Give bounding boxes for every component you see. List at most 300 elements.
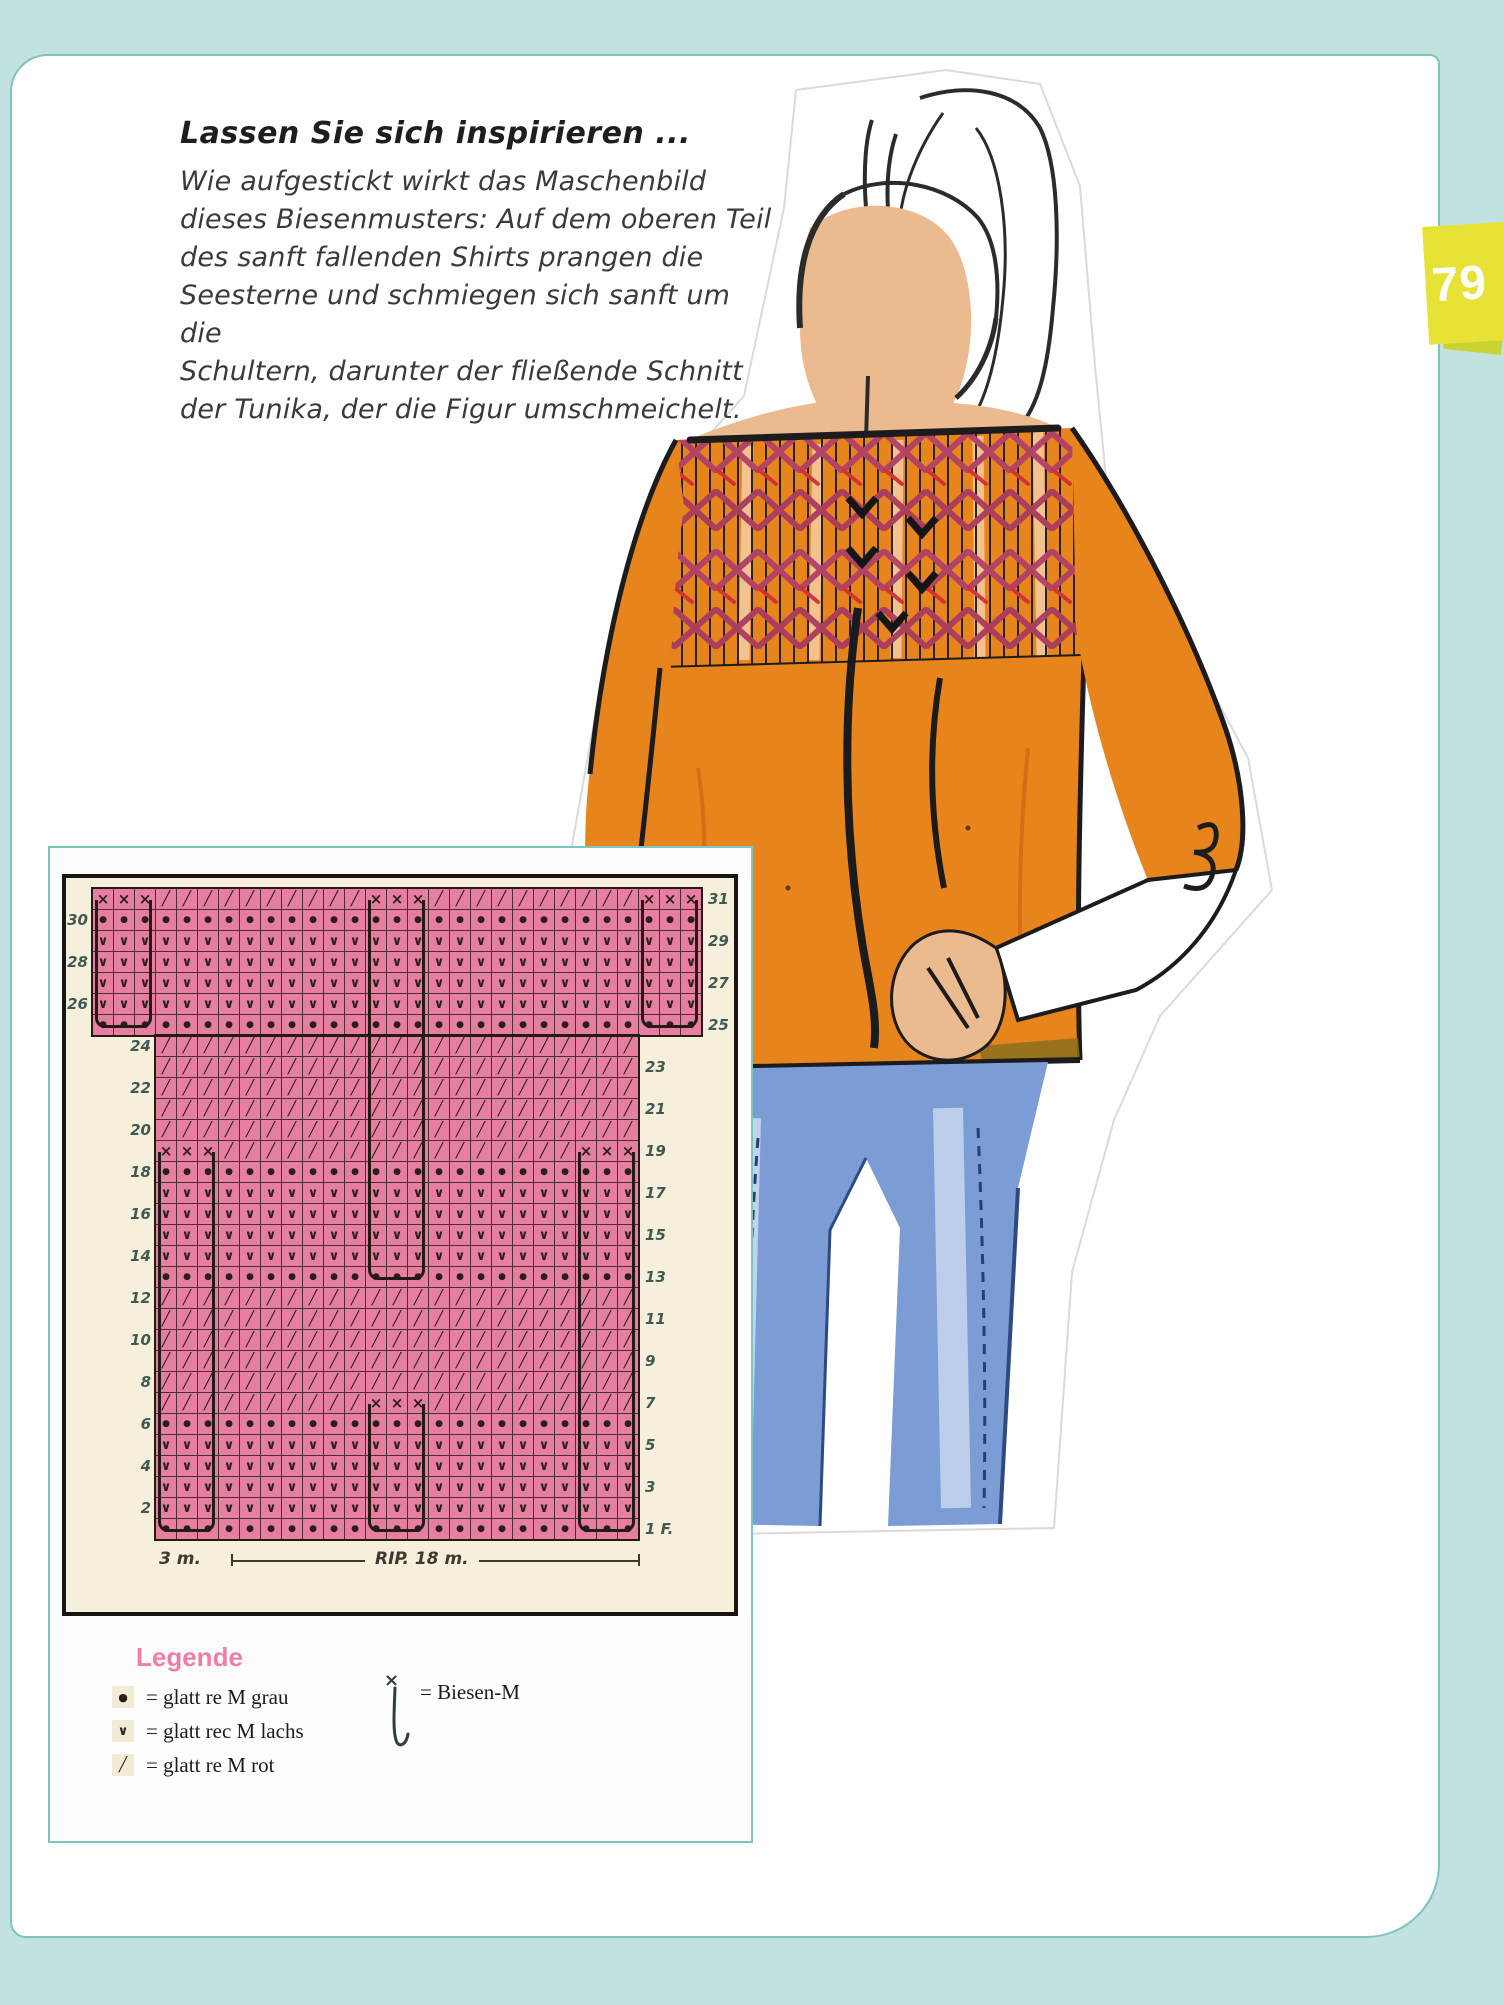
chart-cell: ● [365,1518,387,1540]
chart-cell: ╱ [512,1098,534,1120]
chart-cell: ╱ [155,1077,177,1099]
chart-cell: ● [617,909,639,931]
chart-cell: ∨ [659,951,681,973]
chart-cell: ● [323,1266,345,1288]
chart-cell: ∨ [596,1203,618,1225]
chart-cell: ∨ [407,951,429,973]
chart-cell: ∨ [470,1182,492,1204]
chart-cell: ● [554,1266,576,1288]
chart-cell: ∨ [617,1476,639,1498]
chart-cell: ∨ [596,972,618,994]
chart-cell: ╱ [155,1350,177,1372]
chart-cell: ∨ [491,972,513,994]
chart-cell: ∨ [512,1476,534,1498]
chart-cell: ∨ [365,951,387,973]
chart-cell: ∨ [575,1182,597,1204]
chart-cell: ∨ [239,1182,261,1204]
chart-cell: ╱ [176,1035,198,1057]
chart-cell: ∨ [218,993,240,1015]
chart-cell: ∨ [617,1455,639,1477]
chart-cell: ╱ [491,1119,513,1141]
chart-cell: ∨ [554,993,576,1015]
chart-cell: ╱ [449,1308,471,1330]
chart-cell: ∨ [470,1476,492,1498]
chart-cell: ∨ [470,972,492,994]
chart-cell: ∨ [575,1245,597,1267]
chart-cell: ∨ [302,930,324,952]
chart-cell: ∨ [512,993,534,1015]
chart-cell: ● [554,909,576,931]
chart-cell: ∨ [407,1203,429,1225]
chart-cell: ● [533,1413,555,1435]
chart-cell: ∨ [407,1182,429,1204]
chart-cell: ∨ [365,1434,387,1456]
chart-cell: ╱ [218,1287,240,1309]
chart-cell: ● [281,909,303,931]
row-label-right: 7 [645,1394,656,1412]
chart-cell: ∨ [512,1455,534,1477]
chart-cell: ● [302,1161,324,1183]
chart-cell: ╱ [470,1077,492,1099]
chart-cell: ∨ [617,1497,639,1519]
chart-cell: ● [386,909,408,931]
chart-cell: ╱ [176,1098,198,1120]
chart-cell: ╱ [239,1119,261,1141]
row-label-right: 31 [708,890,729,908]
chart-cell: ╱ [533,1056,555,1078]
row-label-right: 29 [708,932,729,950]
chart-cell: ∨ [344,1245,366,1267]
chart-cell: ╱ [197,1098,219,1120]
chart-cell: ╱ [554,1119,576,1141]
chart-cell: ∨ [302,1224,324,1246]
chart-cell: ╱ [155,1371,177,1393]
chart-cell: ∨ [323,1203,345,1225]
chart-cell: ╱ [533,1329,555,1351]
chart-cell: ╱ [197,1329,219,1351]
chart-cell: ∨ [344,1455,366,1477]
chart-cell: ● [575,1161,597,1183]
chart-cell: ● [239,1161,261,1183]
chart-cell: ╱ [218,1056,240,1078]
chart-cell: ╱ [323,1077,345,1099]
chart-cell: ╱ [281,1140,303,1162]
chart-cell: ╱ [323,1098,345,1120]
chart-cell: ∨ [533,1434,555,1456]
chart-cell: ╱ [512,1035,534,1057]
row-label-left: 28 [67,953,88,971]
row-label-left: 6 [140,1415,151,1433]
chart-cell: ╱ [470,1119,492,1141]
chart-cell: ╱ [365,1287,387,1309]
chart-cell: ╱ [512,1392,534,1414]
chart-cell: ● [323,1518,345,1540]
chart-cell: ╱ [428,1119,450,1141]
chart-cell: × [365,888,387,910]
chart-cell: ╱ [281,1077,303,1099]
intro-text [180,116,780,429]
chart-cell: ∨ [596,1182,618,1204]
chart-cell: ╱ [428,1392,450,1414]
chart-cell: ● [659,909,681,931]
chart-cell: ╱ [344,1350,366,1372]
chart-cell: ● [386,1413,408,1435]
intro-lines [180,163,780,429]
chart-cell: ● [596,1161,618,1183]
chart-cell: × [407,888,429,910]
chart-cell: × [575,1140,597,1162]
chart-cell: ╱ [155,1308,177,1330]
chart-cell: ∨ [218,951,240,973]
chart-cell: ╱ [428,888,450,910]
chart-cell: ╱ [449,1287,471,1309]
chart-cell: ∨ [407,972,429,994]
chart-cell: ∨ [260,1476,282,1498]
chart-cell: ● [302,1014,324,1036]
chart-cell: ╱ [239,1287,261,1309]
chart-cell: ╱ [596,1287,618,1309]
chart-cell: ╱ [365,1119,387,1141]
chart-cell: ● [344,1518,366,1540]
row-label-right: 21 [645,1100,666,1118]
chart-cell: ● [218,1266,240,1288]
chart-cell: ∨ [302,951,324,973]
chart-cell: ╱ [575,888,597,910]
chart-cell: ╱ [323,1371,345,1393]
chart-cell: ∨ [134,993,156,1015]
chart-cell: ╱ [302,1098,324,1120]
chart-cell: ╱ [302,1329,324,1351]
chart-cell: ∨ [659,972,681,994]
chart-cell: ╱ [176,1056,198,1078]
chart-cell: ∨ [449,1497,471,1519]
chart-cell: ╱ [386,1035,408,1057]
chart-cell: ∨ [575,1434,597,1456]
chart-cell: ╱ [449,1119,471,1141]
chart-cell: ∨ [554,930,576,952]
chart-cell: ╱ [176,1077,198,1099]
chart-cell: ∨ [239,1245,261,1267]
chart-cell: ╱ [449,1035,471,1057]
chart-cell: ∨ [113,930,135,952]
chart-cell: ● [596,909,618,931]
stitch-count-repeat: RIP. 18 m. [365,1549,479,1569]
chart-cell: ╱ [365,1329,387,1351]
chart-cell: ∨ [575,1455,597,1477]
chart-cell: ● [470,909,492,931]
chart-cell: ╱ [302,1308,324,1330]
chart-cell: ∨ [617,930,639,952]
chart-cell: ╱ [344,1287,366,1309]
chart-cell: ● [155,1266,177,1288]
chart-cell: ● [260,1161,282,1183]
chart-cell: ● [428,1518,450,1540]
chart-cell: ● [344,1266,366,1288]
chart-cell: ∨ [197,1203,219,1225]
chart-cell: ╱ [575,1077,597,1099]
chart-cell: × [659,888,681,910]
chart-cell: ∨ [113,951,135,973]
chart-cell: ∨ [386,930,408,952]
row-label-right: 15 [645,1226,666,1244]
chart-cell: ∨ [533,1497,555,1519]
chart-cell: ╱ [386,1329,408,1351]
chart-cell: ╱ [302,1350,324,1372]
chart-cell: ∨ [554,1203,576,1225]
chart-cell: ∨ [197,993,219,1015]
chart-cell: ∨ [386,951,408,973]
chart-cell: ╱ [617,1119,639,1141]
chart-cell: ● [491,1518,513,1540]
chart-cell: ╱ [386,1308,408,1330]
chart-cell: ● [365,1161,387,1183]
chart-cell: ╱ [218,1371,240,1393]
chart-cell: ● [428,909,450,931]
chart-cell: ╱ [197,1035,219,1057]
chart-cell: ∨ [365,1455,387,1477]
chart-cell: ∨ [470,1224,492,1246]
chart-cell: ∨ [470,1434,492,1456]
chart-cell: ∨ [512,1497,534,1519]
chart-cell: ╱ [533,1350,555,1372]
chart-cell: ∨ [533,1476,555,1498]
chart-cell: ∨ [575,1224,597,1246]
chart-cell: ╱ [344,1308,366,1330]
chart-cell: ∨ [323,951,345,973]
chart-cell: ● [407,1413,429,1435]
chart-cell: ╱ [386,1140,408,1162]
chart-cell: ╱ [491,1329,513,1351]
chart-cell: ╱ [344,1077,366,1099]
row-label-left: 14 [130,1247,151,1265]
chart-cell: ∨ [512,972,534,994]
chart-cell: ∨ [281,1245,303,1267]
chart-cell: ∨ [239,1224,261,1246]
chart-cell: ∨ [617,1182,639,1204]
chart-cell: ∨ [218,972,240,994]
chart-cell: ∨ [512,930,534,952]
chart-cell: ∨ [344,1203,366,1225]
chart-cell: ● [176,1161,198,1183]
chart-cell: ● [386,1518,408,1540]
chart-cell: ● [281,1266,303,1288]
chart-cell: ∨ [533,1182,555,1204]
chart-cell: ∨ [491,1182,513,1204]
chart-cell: ╱ [428,1035,450,1057]
chart-cell: ∨ [260,1203,282,1225]
chart-cell: ╱ [218,1098,240,1120]
chart-cell: ∨ [575,1476,597,1498]
chart-cell: ∨ [260,1182,282,1204]
chart-cell: ╱ [155,1035,177,1057]
chart-cell: ╱ [554,1371,576,1393]
chart-cell: ∨ [323,1497,345,1519]
chart-cell: ● [386,1266,408,1288]
chart-cell: ● [596,1266,618,1288]
chart-cell: ╱ [365,1035,387,1057]
chart-cell: ∨ [428,1203,450,1225]
chart-cell: ∨ [365,1224,387,1246]
row-label-right: 27 [708,974,729,992]
chart-cell: ∨ [302,1455,324,1477]
chart-cell: ∨ [155,1455,177,1477]
chart-cell: ╱ [260,1140,282,1162]
chart-cell: ╱ [323,1140,345,1162]
chart-cell: ● [533,1266,555,1288]
chart-cell: ∨ [218,1245,240,1267]
row-label-left: 2 [140,1499,151,1517]
chart-cell: ∨ [428,930,450,952]
chart-cell: ╱ [512,1308,534,1330]
chart-cell: ∨ [617,1224,639,1246]
chart-cell: ∨ [407,930,429,952]
chart-cell: ∨ [365,993,387,1015]
chart-cell: ∨ [260,972,282,994]
chart-cell: ╱ [596,1056,618,1078]
chart-cell: ╱ [575,1350,597,1372]
chart-cell: ● [575,1413,597,1435]
chart-cell: ∨ [197,1455,219,1477]
row-label-left: 12 [130,1289,151,1307]
svg-text:×: × [384,1670,400,1691]
chart-cell: ╱ [596,1098,618,1120]
chart-cell: ∨ [92,993,114,1015]
chart-cell: ∨ [617,972,639,994]
chart-cell: ∨ [428,993,450,1015]
chart-cell: ∨ [365,1497,387,1519]
chart-cell: ╱ [596,888,618,910]
chart-cell: ∨ [281,1434,303,1456]
chart-cell: ∨ [533,1245,555,1267]
chart-cell: ∨ [449,930,471,952]
chart-cell: ╱ [575,1371,597,1393]
chart-cell: ∨ [260,1497,282,1519]
intro-line: Wie aufgestickt wirkt das Maschenbild [180,166,707,197]
chart-cell: ╱ [176,1371,198,1393]
chart-cell: ╱ [323,1035,345,1057]
chart-cell: ∨ [386,972,408,994]
chart-cell: ╱ [386,1077,408,1099]
chart-cell: ∨ [386,1203,408,1225]
chart-cell: ∨ [260,930,282,952]
chart-cell: ● [323,1014,345,1036]
chart-cell: ● [386,1014,408,1036]
chart-cell: ∨ [554,1245,576,1267]
chart-cell: ∨ [260,993,282,1015]
chart-cell: ∨ [197,1497,219,1519]
chart-cell: ● [407,1161,429,1183]
chart-cell: ∨ [365,1203,387,1225]
chart-cell: ∨ [302,1245,324,1267]
chart-cell: ╱ [512,1056,534,1078]
chart-cell: ● [281,1518,303,1540]
chart-cell: ╱ [407,1035,429,1057]
chart-cell: × [386,888,408,910]
chart-cell: ∨ [596,1455,618,1477]
chart-cell: ● [344,1413,366,1435]
chart-cell: ╱ [533,1371,555,1393]
chart-cell: ∨ [155,1497,177,1519]
chart-cell: ∨ [239,1476,261,1498]
chart-cell: ╱ [533,1077,555,1099]
chart-cell: ∨ [617,951,639,973]
chart-cell: ∨ [470,1203,492,1225]
chart-cell: ∨ [302,1497,324,1519]
legend-item-label: = glatt re M grau [146,1684,289,1709]
intro-line: dieses Biesenmusters: Auf dem oberen Teil [180,204,772,235]
row-label-left: 16 [130,1205,151,1223]
chart-cell: ● [344,909,366,931]
chart-cell: ● [155,1014,177,1036]
chart-cell: ╱ [239,1098,261,1120]
chart-cell: ● [470,1014,492,1036]
chart-cell: ● [470,1518,492,1540]
chart-cell: ╱ [428,1098,450,1120]
chart-cell: ╱ [407,1119,429,1141]
chart-cell: ● [302,1266,324,1288]
chart-cell: ∨ [344,1434,366,1456]
chart-cell: ╱ [512,888,534,910]
chart-cell: ╱ [533,1287,555,1309]
chart-cell: ╱ [260,1350,282,1372]
chart-cell: ∨ [197,1476,219,1498]
chart-cell: ∨ [239,972,261,994]
chart-cell: ╱ [596,1350,618,1372]
legend-item [112,1714,304,1748]
chart-cell: ╱ [344,1119,366,1141]
chart-cell: ╱ [281,1308,303,1330]
chart-cell: ╱ [344,888,366,910]
chart-cell: ∨ [218,1224,240,1246]
chart-cell: ∨ [344,993,366,1015]
chart-cell: ╱ [575,1329,597,1351]
chart-cell: ● [449,1014,471,1036]
chart-cell: ∨ [239,993,261,1015]
chart-cell: ∨ [323,1245,345,1267]
chart-cell: ∨ [155,1476,177,1498]
stitch-count-edge: 3 m. [159,1549,201,1569]
chart-cell: ∨ [92,972,114,994]
chart-cell: ∨ [407,1497,429,1519]
chart-cell: ● [323,1161,345,1183]
chart-cell: ╱ [323,1350,345,1372]
chart-cell: ╱ [554,1329,576,1351]
chart-cell: ╱ [386,1098,408,1120]
chart-cell: ∨ [386,1455,408,1477]
chart-cell: ● [239,1266,261,1288]
chart-cell: ∨ [575,993,597,1015]
chart-cell: ● [407,1014,429,1036]
chart-cell: ╱ [596,1392,618,1414]
chart-cell: ╱ [239,1350,261,1372]
chart-cell: ∨ [533,951,555,973]
chart-cell: ● [575,1014,597,1036]
chart-cell: ╱ [239,1035,261,1057]
chart-cell: ╱ [512,1287,534,1309]
chart-cell: ╱ [218,1077,240,1099]
chart-box [48,846,753,1843]
chart-cell: ╱ [617,1077,639,1099]
chart-cell: ∨ [92,930,114,952]
chart-cell: ● [197,1014,219,1036]
chart-cell: ╱ [302,1119,324,1141]
chart-cell: ● [512,1014,534,1036]
chart-cell: × [197,1140,219,1162]
chart-cell: ∨ [533,972,555,994]
chart-cell: ∨ [554,1476,576,1498]
chart-cell: ● [554,1518,576,1540]
chart-cell: ∨ [617,1434,639,1456]
